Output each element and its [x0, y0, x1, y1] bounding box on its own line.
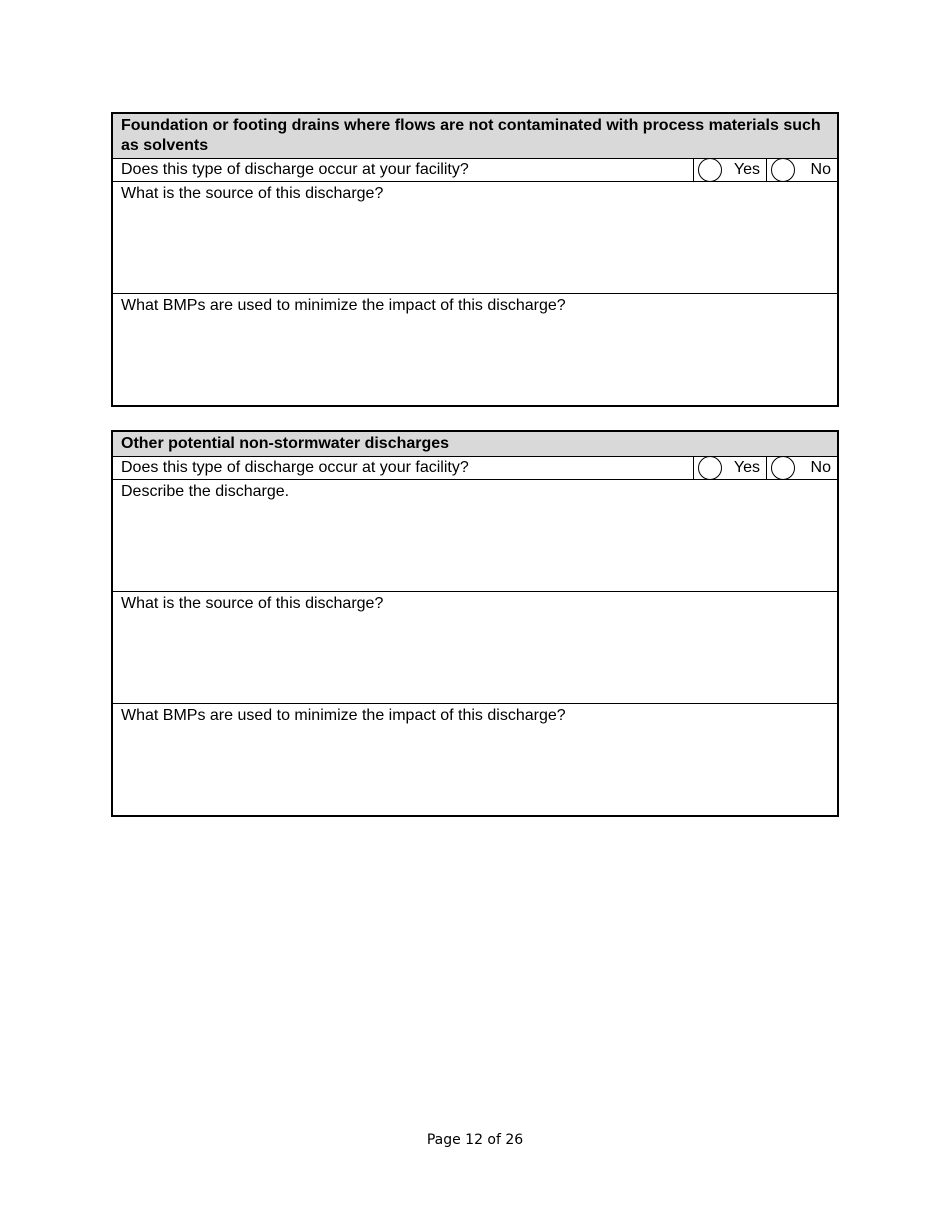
describe-field-label: Describe the discharge.	[121, 483, 290, 500]
bmps-field-label: What BMPs are used to minimize the impact of this discharge?	[121, 297, 566, 314]
no-option[interactable]	[766, 159, 837, 181]
no-label: No	[810, 161, 831, 178]
source-field-label: What is the source of this discharge?	[121, 185, 384, 202]
discharge-question-row	[113, 457, 837, 480]
yes-radio[interactable]	[698, 158, 722, 182]
yes-option[interactable]	[693, 159, 766, 181]
no-radio[interactable]	[771, 456, 795, 480]
section-title: Other potential non-stormwater discharges	[113, 432, 837, 457]
source-field[interactable]	[113, 592, 837, 704]
bmps-field[interactable]	[113, 294, 837, 405]
source-field-label: What is the source of this discharge?	[121, 595, 384, 612]
yes-radio[interactable]	[698, 456, 722, 480]
yes-label: Yes	[733, 161, 760, 178]
page-number: Page 12 of 26	[426, 1132, 524, 1148]
bmps-field-label: What BMPs are used to minimize the impact of this discharge?	[121, 707, 566, 724]
describe-field[interactable]	[113, 480, 837, 592]
yes-label: Yes	[733, 459, 760, 476]
no-radio[interactable]	[771, 158, 795, 182]
bmps-field[interactable]	[113, 704, 837, 815]
foundation-drains-section	[111, 112, 839, 407]
no-label: No	[810, 459, 831, 476]
other-discharges-section	[111, 430, 839, 817]
yes-option[interactable]	[693, 457, 766, 479]
section-title: Foundation or footing drains where flows are not contaminated with process materials such as solvents	[113, 114, 837, 159]
discharge-question: Does this type of discharge occur at your facility?	[121, 459, 469, 476]
no-option[interactable]	[766, 457, 837, 479]
discharge-question: Does this type of discharge occur at your facility?	[121, 161, 469, 178]
source-field[interactable]	[113, 182, 837, 294]
discharge-question-row	[113, 159, 837, 182]
